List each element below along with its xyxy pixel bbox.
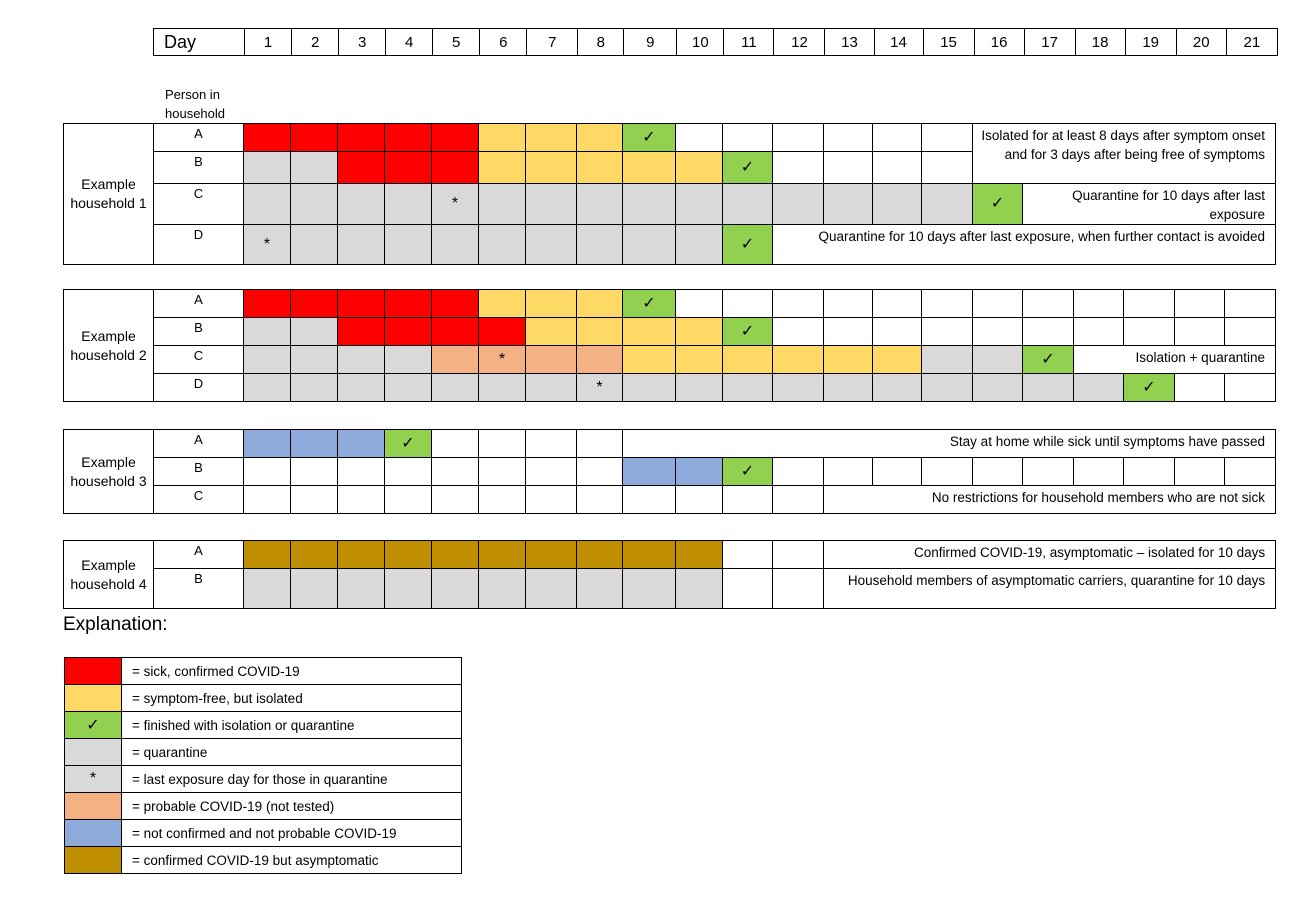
household-1-table xyxy=(63,123,1276,265)
day-cell xyxy=(244,430,291,458)
day-cell xyxy=(723,569,773,609)
day-cell xyxy=(526,346,577,374)
day-cell xyxy=(1023,458,1074,486)
day-cell xyxy=(676,152,723,184)
day-cell xyxy=(385,152,432,184)
legend-swatch xyxy=(65,793,122,820)
day-cell xyxy=(526,184,577,225)
day-cell xyxy=(526,374,577,402)
day-cell xyxy=(338,124,385,152)
day-cell xyxy=(1023,374,1074,402)
day-cell xyxy=(338,184,385,225)
day-cell xyxy=(244,569,291,609)
day-cell xyxy=(723,184,773,225)
day-cell xyxy=(824,346,873,374)
person-in-household-header: Person in household xyxy=(165,87,225,121)
day-cell xyxy=(1175,458,1225,486)
day-cell xyxy=(291,486,338,514)
legend-text: = quarantine xyxy=(122,739,462,766)
day-cell xyxy=(676,458,723,486)
day-cell xyxy=(244,541,291,569)
day-cell xyxy=(623,184,676,225)
day-cell xyxy=(676,290,723,318)
day-cell xyxy=(623,318,676,346)
day-cell xyxy=(1074,318,1124,346)
day-cell xyxy=(291,152,338,184)
day-cell xyxy=(291,124,338,152)
day-cell xyxy=(291,184,338,225)
day-cell xyxy=(338,541,385,569)
day-cell xyxy=(385,486,432,514)
check-icon: ✓ xyxy=(723,318,773,346)
legend-swatch xyxy=(65,820,122,847)
day-label: Day xyxy=(154,29,245,56)
day-cell xyxy=(338,430,385,458)
day-cell xyxy=(526,486,577,514)
day-cell xyxy=(244,374,291,402)
day-number: 18 xyxy=(1075,29,1125,56)
day-cell xyxy=(676,486,723,514)
day-cell xyxy=(432,152,479,184)
day-cell xyxy=(873,458,922,486)
day-number: 17 xyxy=(1024,29,1075,56)
day-cell xyxy=(432,374,479,402)
day-cell xyxy=(922,346,973,374)
day-cell xyxy=(773,486,824,514)
day-cell xyxy=(922,374,973,402)
day-cell xyxy=(526,430,577,458)
day-cell xyxy=(291,318,338,346)
day-cell xyxy=(526,318,577,346)
day-cell xyxy=(922,124,973,152)
day-cell xyxy=(244,486,291,514)
household-label: Example household 2 xyxy=(64,290,154,402)
day-cell xyxy=(676,318,723,346)
day-cell xyxy=(773,184,824,225)
day-cell xyxy=(1074,458,1124,486)
day-cell xyxy=(623,569,676,609)
day-cell xyxy=(1175,318,1225,346)
note-text: Quarantine for 10 days after last exposure xyxy=(1023,184,1276,225)
day-number: 19 xyxy=(1125,29,1176,56)
day-cell xyxy=(873,124,922,152)
day-cell xyxy=(873,184,922,225)
day-cell xyxy=(577,184,623,225)
day-cell xyxy=(338,346,385,374)
household-label: Example household 4 xyxy=(64,541,154,609)
day-cell xyxy=(526,225,577,265)
day-cell xyxy=(385,225,432,265)
day-cell xyxy=(385,569,432,609)
day-cell xyxy=(244,184,291,225)
day-cell xyxy=(922,184,973,225)
day-cell xyxy=(623,458,676,486)
day-cell xyxy=(432,290,479,318)
household-label: Example household 1 xyxy=(64,124,154,265)
day-cell xyxy=(385,184,432,225)
day-cell xyxy=(1124,458,1175,486)
check-icon: ✓ xyxy=(623,290,676,318)
day-cell xyxy=(244,152,291,184)
day-cell xyxy=(623,374,676,402)
check-icon: ✓ xyxy=(65,712,122,739)
day-cell xyxy=(723,541,773,569)
day-cell xyxy=(338,225,385,265)
day-cell xyxy=(922,290,973,318)
day-cell xyxy=(824,374,873,402)
day-cell xyxy=(338,458,385,486)
day-number: 13 xyxy=(825,29,874,56)
day-cell xyxy=(577,152,623,184)
day-cell xyxy=(577,541,623,569)
day-cell xyxy=(773,318,824,346)
check-icon: ✓ xyxy=(1023,346,1074,374)
day-cell xyxy=(623,152,676,184)
day-cell xyxy=(623,346,676,374)
day-cell xyxy=(432,225,479,265)
day-number: 2 xyxy=(292,29,339,56)
day-cell xyxy=(432,430,479,458)
day-cell xyxy=(291,430,338,458)
legend-swatch xyxy=(65,685,122,712)
day-cell xyxy=(577,430,623,458)
legend-table xyxy=(64,657,462,874)
day-cell xyxy=(432,541,479,569)
day-cell xyxy=(291,374,338,402)
day-cell xyxy=(385,346,432,374)
asterisk-icon: * xyxy=(65,766,122,793)
day-cell xyxy=(244,458,291,486)
day-cell xyxy=(479,458,526,486)
day-cell xyxy=(1175,290,1225,318)
day-cell xyxy=(1225,318,1276,346)
day-cell xyxy=(773,124,824,152)
person-label: D xyxy=(154,225,244,265)
day-cell xyxy=(291,290,338,318)
day-number: 4 xyxy=(386,29,433,56)
check-icon: ✓ xyxy=(723,152,773,184)
day-cell xyxy=(479,486,526,514)
day-cell xyxy=(244,290,291,318)
day-number: 10 xyxy=(677,29,724,56)
day-number: 16 xyxy=(974,29,1024,56)
day-cell xyxy=(432,318,479,346)
note-text: Household members of asymptomatic carriers, quarantine for 10 days xyxy=(824,569,1276,609)
day-cell xyxy=(824,184,873,225)
day-cell xyxy=(922,152,973,184)
day-cell xyxy=(873,152,922,184)
day-cell xyxy=(432,458,479,486)
day-cell xyxy=(432,569,479,609)
day-cell xyxy=(479,152,526,184)
day-cell xyxy=(577,569,623,609)
day-cell xyxy=(973,374,1023,402)
note-text: Confirmed COVID-19, asymptomatic – isolated for 10 days xyxy=(824,541,1276,569)
day-cell xyxy=(577,124,623,152)
day-cell xyxy=(723,374,773,402)
day-cell xyxy=(526,458,577,486)
day-cell xyxy=(385,458,432,486)
legend-text: = last exposure day for those in quarantine xyxy=(122,766,462,793)
asterisk-icon: * xyxy=(479,346,526,374)
day-cell xyxy=(577,346,623,374)
day-cell xyxy=(824,458,873,486)
note-text: Isolated for at least 8 days after symptom onset and for 3 days after being free of symptoms xyxy=(973,124,1276,184)
asterisk-icon: * xyxy=(244,225,291,265)
day-cell xyxy=(479,225,526,265)
day-number: 11 xyxy=(724,29,774,56)
day-cell xyxy=(773,152,824,184)
day-cell xyxy=(577,458,623,486)
day-cell xyxy=(676,225,723,265)
day-cell xyxy=(1074,290,1124,318)
household-label: Example household 3 xyxy=(64,430,154,514)
day-cell xyxy=(973,318,1023,346)
day-number: 7 xyxy=(527,29,578,56)
day-cell xyxy=(824,124,873,152)
day-number: 20 xyxy=(1176,29,1226,56)
day-number: 8 xyxy=(578,29,624,56)
day-cell xyxy=(479,124,526,152)
day-cell xyxy=(479,374,526,402)
day-cell xyxy=(973,346,1023,374)
day-cell xyxy=(432,486,479,514)
day-cell xyxy=(973,458,1023,486)
explanation-title: Explanation: xyxy=(63,614,168,635)
day-cell xyxy=(338,290,385,318)
day-cell xyxy=(623,486,676,514)
day-cell xyxy=(623,541,676,569)
person-label: A xyxy=(154,541,244,569)
person-label: B xyxy=(154,458,244,486)
asterisk-icon: * xyxy=(432,184,479,225)
day-cell xyxy=(244,346,291,374)
household-3-table xyxy=(63,429,1276,514)
household-4-table xyxy=(63,540,1276,609)
day-cell xyxy=(922,318,973,346)
check-icon: ✓ xyxy=(723,225,773,265)
person-label: A xyxy=(154,124,244,152)
day-cell xyxy=(577,318,623,346)
day-cell xyxy=(824,152,873,184)
day-cell xyxy=(385,124,432,152)
day-cell xyxy=(676,374,723,402)
note-text: Stay at home while sick until symptoms have passed xyxy=(623,430,1276,458)
day-cell xyxy=(676,184,723,225)
day-cell xyxy=(922,458,973,486)
day-cell xyxy=(479,318,526,346)
legend-swatch xyxy=(65,739,122,766)
check-icon: ✓ xyxy=(1124,374,1175,402)
day-cell xyxy=(773,290,824,318)
day-header-table xyxy=(153,28,1278,56)
person-label: A xyxy=(154,290,244,318)
day-cell xyxy=(479,430,526,458)
check-icon: ✓ xyxy=(973,184,1023,225)
legend-text: = confirmed COVID-19 but asymptomatic xyxy=(122,847,462,874)
person-label: B xyxy=(154,152,244,184)
person-label: C xyxy=(154,346,244,374)
person-label: A xyxy=(154,430,244,458)
day-cell xyxy=(1023,290,1074,318)
day-cell xyxy=(723,124,773,152)
day-cell xyxy=(432,124,479,152)
day-cell xyxy=(432,346,479,374)
day-cell xyxy=(244,124,291,152)
day-cell xyxy=(526,541,577,569)
day-cell xyxy=(676,346,723,374)
asterisk-icon: * xyxy=(577,374,623,402)
day-cell xyxy=(577,225,623,265)
household-2-table xyxy=(63,289,1276,402)
day-cell xyxy=(873,290,922,318)
day-cell xyxy=(723,486,773,514)
day-cell xyxy=(244,318,291,346)
day-cell xyxy=(526,569,577,609)
day-cell xyxy=(526,124,577,152)
day-cell xyxy=(291,569,338,609)
day-cell xyxy=(291,541,338,569)
day-cell xyxy=(824,318,873,346)
legend-text: = not confirmed and not probable COVID-19 xyxy=(122,820,462,847)
person-label: B xyxy=(154,318,244,346)
check-icon: ✓ xyxy=(623,124,676,152)
day-cell xyxy=(873,318,922,346)
day-cell xyxy=(676,124,723,152)
person-label: D xyxy=(154,374,244,402)
day-cell xyxy=(479,541,526,569)
day-cell xyxy=(676,569,723,609)
day-number: 3 xyxy=(339,29,386,56)
day-number: 1 xyxy=(245,29,292,56)
day-cell xyxy=(824,290,873,318)
check-icon: ✓ xyxy=(723,458,773,486)
day-cell xyxy=(385,374,432,402)
day-number: 6 xyxy=(480,29,527,56)
day-cell xyxy=(577,486,623,514)
day-cell xyxy=(773,346,824,374)
day-number: 5 xyxy=(433,29,480,56)
legend-text: = finished with isolation or quarantine xyxy=(122,712,462,739)
person-label: C xyxy=(154,486,244,514)
day-cell xyxy=(773,374,824,402)
day-cell xyxy=(773,541,824,569)
legend-text: = probable COVID-19 (not tested) xyxy=(122,793,462,820)
day-cell xyxy=(973,290,1023,318)
day-cell xyxy=(1175,374,1225,402)
day-number: 9 xyxy=(624,29,677,56)
day-cell xyxy=(385,541,432,569)
day-cell xyxy=(479,290,526,318)
day-cell xyxy=(385,290,432,318)
day-cell xyxy=(773,458,824,486)
day-cell xyxy=(1225,458,1276,486)
note-text: Quarantine for 10 days after last exposure, when further contact is avoided xyxy=(773,225,1276,265)
day-cell xyxy=(1074,374,1124,402)
day-cell xyxy=(623,225,676,265)
note-text: No restrictions for household members who are not sick xyxy=(824,486,1276,514)
day-cell xyxy=(291,225,338,265)
note-text: Isolation + quarantine xyxy=(1074,346,1276,374)
legend-text: = symptom-free, but isolated xyxy=(122,685,462,712)
day-number: 14 xyxy=(874,29,923,56)
day-cell xyxy=(723,290,773,318)
day-cell xyxy=(676,541,723,569)
day-cell xyxy=(723,346,773,374)
day-cell xyxy=(526,152,577,184)
day-cell xyxy=(1225,290,1276,318)
day-cell xyxy=(338,152,385,184)
day-cell xyxy=(526,290,577,318)
day-cell xyxy=(338,374,385,402)
day-cell xyxy=(385,318,432,346)
legend-swatch xyxy=(65,658,122,685)
legend-swatch xyxy=(65,847,122,874)
day-cell xyxy=(479,184,526,225)
legend-text: = sick, confirmed COVID-19 xyxy=(122,658,462,685)
day-cell xyxy=(291,458,338,486)
day-cell xyxy=(338,318,385,346)
day-cell xyxy=(338,569,385,609)
day-cell xyxy=(338,486,385,514)
day-cell xyxy=(1225,374,1276,402)
day-number: 15 xyxy=(923,29,974,56)
day-cell xyxy=(1023,318,1074,346)
person-label: C xyxy=(154,184,244,225)
day-cell xyxy=(1124,290,1175,318)
day-cell xyxy=(773,569,824,609)
day-cell xyxy=(479,569,526,609)
day-number: 12 xyxy=(774,29,825,56)
day-cell xyxy=(577,290,623,318)
person-label: B xyxy=(154,569,244,609)
day-number: 21 xyxy=(1226,29,1277,56)
day-cell xyxy=(291,346,338,374)
check-icon: ✓ xyxy=(385,430,432,458)
day-cell xyxy=(1124,318,1175,346)
day-cell xyxy=(873,374,922,402)
day-cell xyxy=(873,346,922,374)
